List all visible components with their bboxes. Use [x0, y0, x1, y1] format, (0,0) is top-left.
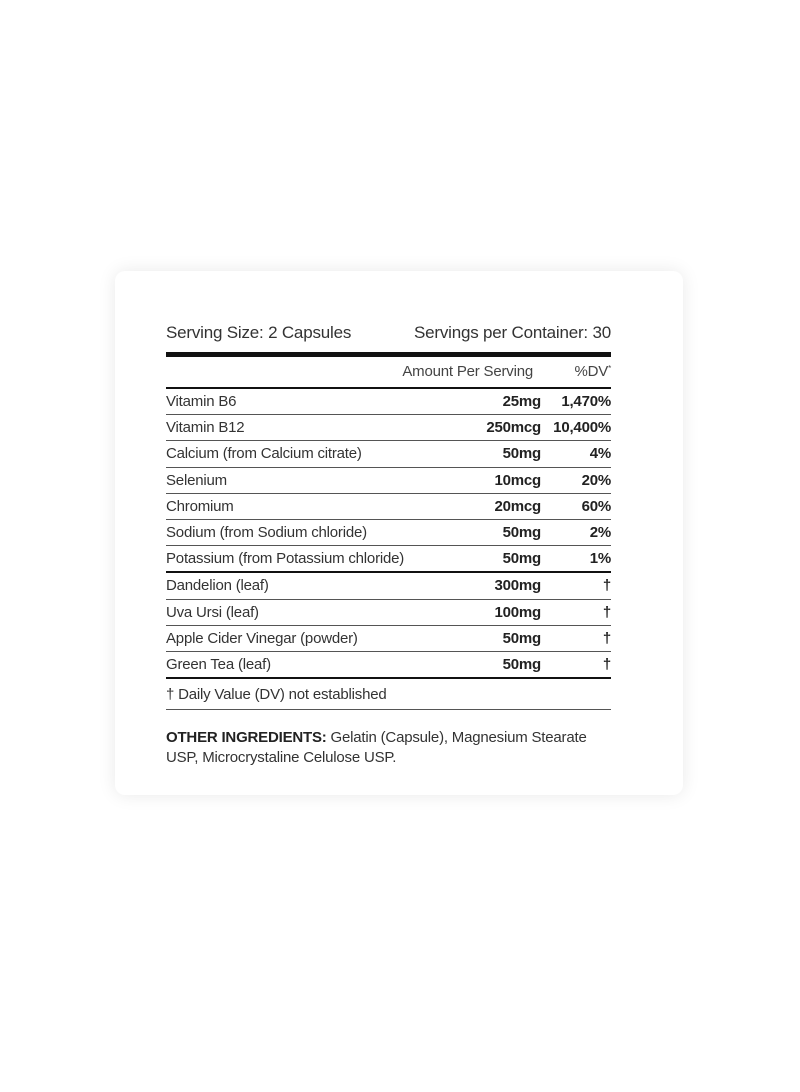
ingredient-amount: 100mg — [494, 603, 541, 621]
supplement-facts-panel — [166, 319, 611, 768]
table-row — [166, 441, 611, 467]
table-row — [166, 415, 611, 441]
ingredient-dv: 4% — [589, 445, 611, 463]
ingredient-amount: 250mcg — [486, 419, 541, 437]
other-ingredients-text: Gelatin (Capsule), Magnesium Stearate USP, Microcrystaline Celulose USP. — [166, 729, 587, 767]
ingredient-amount: 20mcg — [494, 497, 541, 515]
ingredient-amount: 50mg — [502, 655, 541, 673]
ingredient-amount: 300mg — [494, 577, 541, 595]
ingredient-dv: 60% — [581, 497, 611, 515]
ingredient-dv: 1% — [589, 550, 611, 568]
ingredient-dv: 20% — [581, 471, 611, 489]
ingredient-name: Vitamin B6 — [166, 393, 237, 411]
ingredient-name: Selenium — [166, 471, 227, 489]
ingredient-dv: † — [602, 655, 611, 673]
table-row — [166, 494, 611, 520]
other-ingredients-label: OTHER INGREDIENTS: — [166, 729, 327, 747]
supplement-facts-card — [115, 271, 683, 795]
table-header — [166, 357, 611, 387]
ingredient-name: Dandelion (leaf) — [166, 577, 269, 595]
ingredient-dv: † — [602, 603, 611, 621]
ingredient-name: Vitamin B12 — [166, 419, 245, 437]
ingredient-name: Apple Cider Vinegar (powder) — [166, 629, 358, 647]
ingredient-amount: 50mg — [502, 445, 541, 463]
ingredient-amount: 50mg — [502, 524, 541, 542]
ingredient-name: Potassium (from Potassium chloride) — [166, 550, 405, 568]
ingredient-name: Green Tea (leaf) — [166, 655, 271, 673]
table-row — [166, 546, 611, 573]
table-row — [166, 468, 611, 494]
ingredient-dv: † — [602, 629, 611, 647]
table-row — [166, 600, 611, 626]
ingredient-amount: 50mg — [502, 629, 541, 647]
table-row — [166, 389, 611, 415]
dv-footnote: † Daily Value (DV) not established — [166, 679, 611, 710]
serving-info — [166, 319, 611, 347]
table-row — [166, 520, 611, 546]
herbal-rows — [166, 573, 611, 679]
dv-header-label: %DV — [574, 363, 609, 380]
table-row — [166, 626, 611, 652]
serving-size: Serving Size: 2 Capsules — [166, 323, 352, 342]
table-row — [166, 652, 611, 679]
amount-per-serving-header: Amount Per Serving — [402, 363, 533, 380]
ingredient-amount: 50mg — [502, 550, 541, 568]
ingredient-name: Uva Ursi (leaf) — [166, 603, 259, 621]
nutrient-rows — [166, 389, 611, 573]
ingredient-name: Chromium — [166, 497, 234, 515]
ingredient-name: Sodium (from Sodium chloride) — [166, 524, 367, 542]
ingredient-amount: 10mcg — [494, 471, 541, 489]
dv-asterisk: * — [608, 364, 611, 373]
servings-per-container: Servings per Container: 30 — [413, 323, 611, 342]
ingredient-dv: 10,400% — [553, 419, 611, 437]
table-row — [166, 573, 611, 599]
ingredient-amount: 25mg — [502, 393, 541, 411]
ingredient-dv: † — [602, 577, 611, 595]
dv-header — [533, 357, 611, 387]
ingredient-name: Calcium (from Calcium citrate) — [166, 445, 362, 463]
ingredient-dv: 1,470% — [561, 393, 611, 411]
other-ingredients — [166, 728, 596, 768]
ingredient-dv: 2% — [589, 524, 611, 542]
